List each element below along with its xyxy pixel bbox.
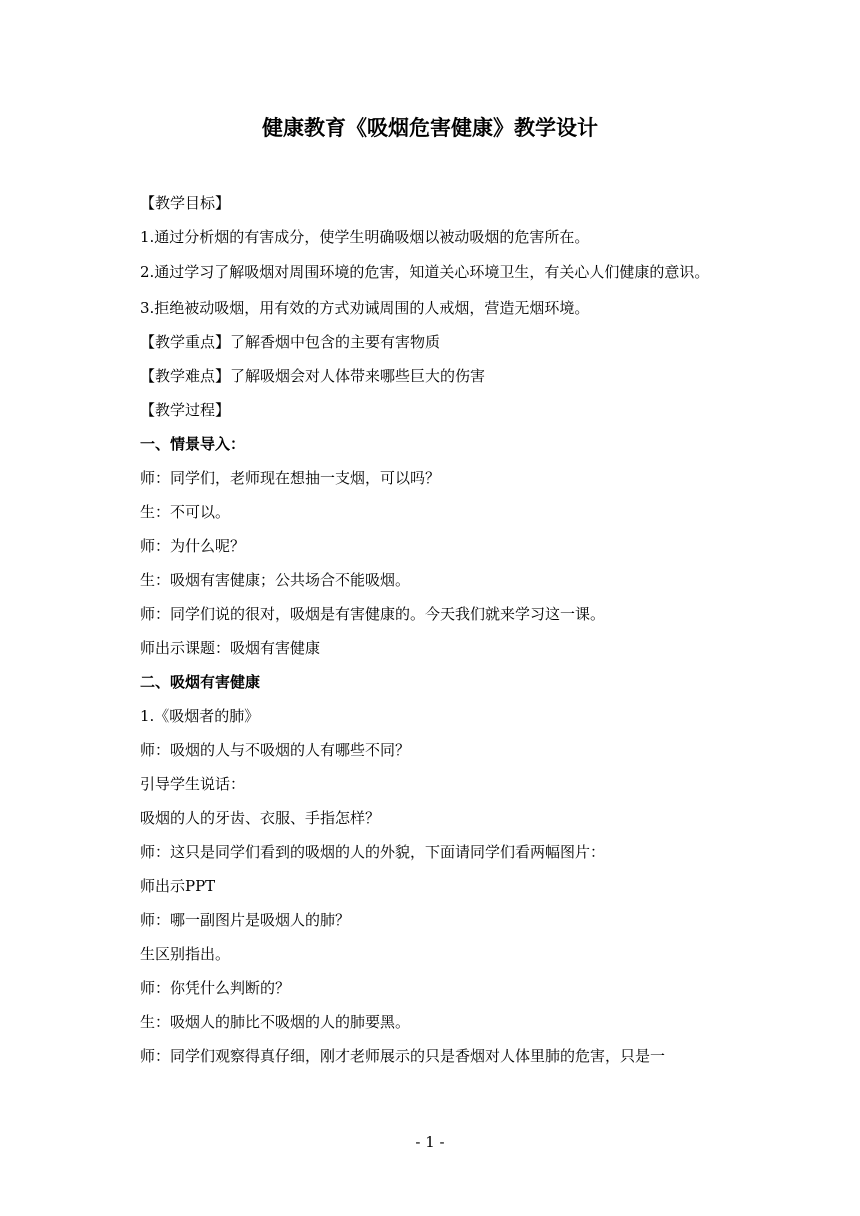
paragraph: 生区别指出。	[140, 945, 231, 963]
paragraph: 师：哪一副图片是吸烟人的肺？	[140, 911, 351, 929]
page-number: - 1 -	[415, 1133, 445, 1151]
paragraph: 师：为什么呢？	[140, 537, 246, 555]
paragraph: 【教学重点】了解香烟中包含的主要有害物质	[140, 333, 441, 351]
paragraph: 3.拒绝被动吸烟，用有效的方式劝诫周围的人戒烟，营造无烟环境。	[140, 299, 590, 317]
paragraph: 师出示PPT	[140, 877, 216, 895]
document-title: 健康教育《吸烟危害健康》教学设计	[262, 116, 598, 140]
paragraph: 【教学过程】	[140, 401, 231, 419]
section-heading: 二、吸烟有害健康	[140, 673, 261, 691]
paragraph: 1.通过分析烟的有害成分，使学生明确吸烟以被动吸烟的危害所在。	[140, 228, 590, 246]
paragraph: 吸烟的人的牙齿、衣服、手指怎样？	[140, 809, 381, 827]
paragraph: 师：同学们说的很对，吸烟是有害健康的。今天我们就来学习这一课。	[140, 605, 606, 623]
paragraph: 师：你凭什么判断的？	[140, 979, 291, 997]
section-heading: 一、情景导入：	[140, 435, 246, 453]
paragraph: 1.《吸烟者的肺》	[140, 707, 260, 725]
paragraph: 生：吸烟有害健康；公共场合不能吸烟。	[140, 571, 411, 589]
paragraph: 生：吸烟人的肺比不吸烟的人的肺要黑。	[140, 1013, 411, 1031]
paragraph: 师：同学们，老师现在想抽一支烟，可以吗？	[140, 469, 441, 487]
paragraph: 2.通过学习了解吸烟对周围环境的危害，知道关心环境卫生，有关心人们健康的意识。	[140, 263, 710, 281]
paragraph: 【教学目标】	[140, 194, 231, 212]
paragraph: 师：吸烟的人与不吸烟的人有哪些不同？	[140, 741, 411, 759]
paragraph: 【教学难点】了解吸烟会对人体带来哪些巨大的伤害	[140, 367, 486, 385]
document-body	[110, 186, 753, 1073]
paragraph: 引导学生说话：	[140, 775, 246, 793]
paragraph: 生：不可以。	[140, 503, 231, 521]
paragraph: 师：这只是同学们看到的吸烟的人的外貌，下面请同学们看两幅图片：	[140, 843, 606, 861]
paragraph: 师出示课题：吸烟有害健康	[140, 639, 321, 657]
paragraph: 师：同学们观察得真仔细，刚才老师展示的只是香烟对人体里肺的危害，只是一	[140, 1047, 666, 1065]
